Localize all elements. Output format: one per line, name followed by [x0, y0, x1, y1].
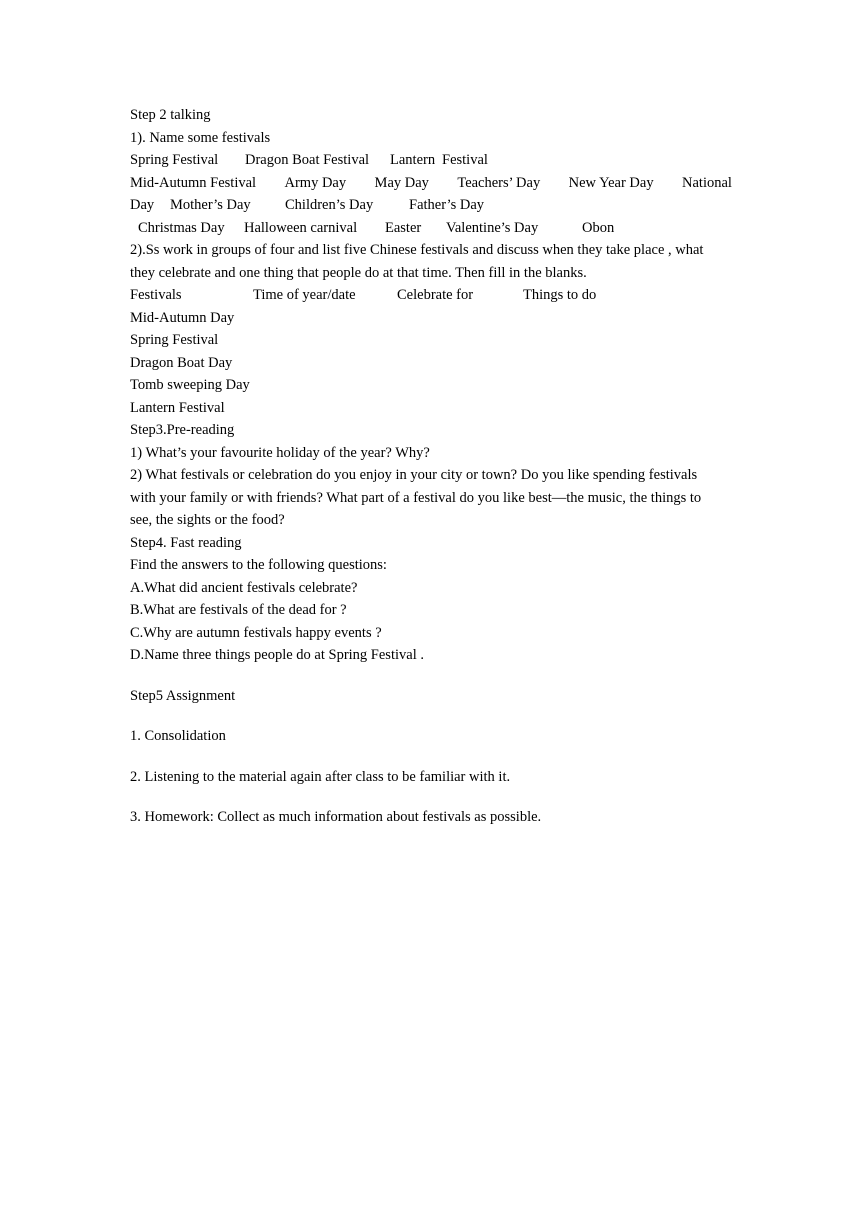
table-row: Dragon Boat Day [130, 354, 233, 371]
step2-question-2-line-2: they celebrate and one thing that people do at that time. Then fill in the blanks. [130, 264, 587, 281]
festival-list-line-2 [130, 172, 732, 195]
step4-intro: Find the answers to the following questions: [130, 557, 387, 573]
festival-item: Christmas Day [138, 219, 225, 236]
step2-heading: Step 2 talking [130, 107, 211, 123]
festival-list-line-3 [130, 194, 732, 217]
step3-question-2-line-3: see, the sights or the food? [130, 512, 285, 528]
festival-item: Dragon Boat Festival [245, 152, 370, 168]
table-row: Tomb sweeping Day [130, 377, 250, 393]
festival-item: Lantern [390, 152, 436, 168]
table-row: Lantern Festival [130, 399, 225, 416]
step4-question: A.What did ancient festivals celebrate? [130, 579, 358, 596]
step4-heading: Step4. Fast reading [130, 534, 242, 551]
festival-item: Festival [442, 152, 488, 168]
festival-item: Children’s Day [285, 197, 374, 213]
step3-question-1: 1) What’s your favourite holiday of the year? Why? [130, 444, 430, 461]
step4-question: D.Name three things people do at Spring Festival . [130, 647, 424, 663]
festival-list-line-1 [130, 149, 732, 172]
festival-item: Army Day [284, 174, 347, 191]
table-row: Spring Festival [130, 332, 219, 348]
table-header-time: Time of year/date [253, 287, 356, 303]
festival-item: Halloween carnival [244, 219, 358, 236]
table-header-festivals: Festivals [130, 287, 182, 303]
festival-item: Mother’s Day [170, 197, 251, 213]
step5-item: 3. Homework: Collect as much information about festivals as possible. [130, 809, 542, 825]
step2-question-1: 1). Name some festivals [130, 129, 271, 146]
step4-question: C.Why are autumn festivals happy events ? [130, 624, 382, 641]
festival-item: National [682, 174, 732, 191]
table-header-celebrate: Celebrate for [397, 287, 474, 303]
step3-question-2-line-2: with your family or with friends? What part of a festival do you like best—the music, the things to [130, 489, 702, 506]
festival-item: Father’s Day [409, 197, 485, 213]
step5-item: 1. Consolidation [130, 728, 226, 744]
table-header-things: Things to do [523, 287, 597, 303]
festival-item: Mid-Autumn Festival [130, 174, 257, 191]
step4-question: B.What are festivals of the dead for ? [130, 602, 347, 618]
festival-item: Obon [582, 219, 615, 236]
document-page [130, 104, 732, 829]
festival-item: Valentine’s Day [446, 219, 539, 236]
step3-question-2-line-1: 2) What festivals or celebration do you enjoy in your city or town? Do you like spending festivals [130, 467, 698, 483]
festival-item: Day [130, 197, 155, 213]
table-header-row [130, 284, 732, 307]
festival-list-line-4 [130, 217, 732, 240]
step5-heading: Step5 Assignment [130, 687, 236, 704]
step2-question-2-line-1: 2).Ss work in groups of four and list five Chinese festivals and discuss when they take place , what [130, 242, 704, 258]
festival-item: New Year Day [568, 174, 654, 191]
festival-item: Spring Festival [130, 152, 219, 168]
step5-item: 2. Listening to the material again after class to be familiar with it. [130, 768, 511, 785]
table-row: Mid-Autumn Day [130, 309, 235, 326]
festival-item: Teachers’ Day [457, 174, 541, 191]
festival-item: May Day [374, 174, 429, 191]
step3-heading: Step3.Pre-reading [130, 422, 235, 438]
festival-item: Easter [385, 219, 422, 236]
